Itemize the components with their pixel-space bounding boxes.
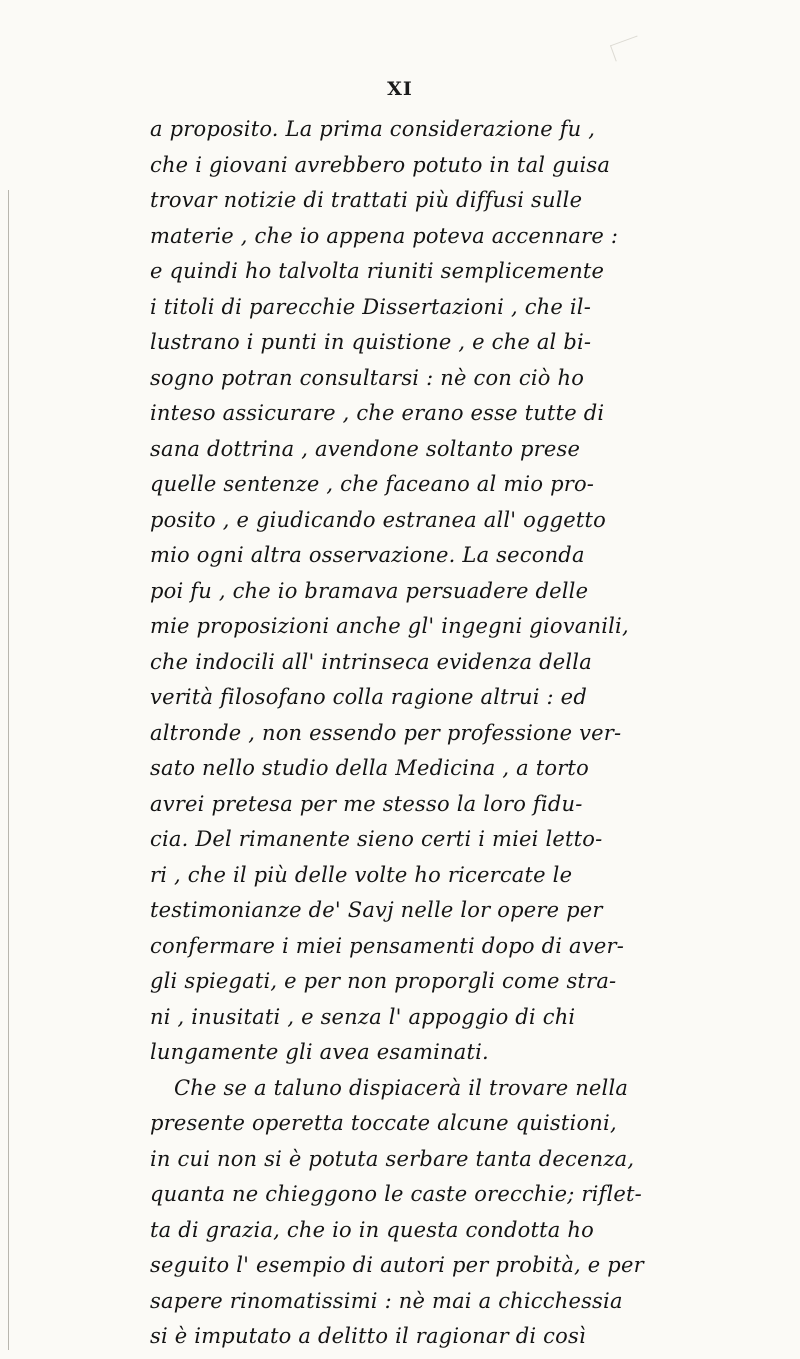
text-line: testimonianze de' Savj nelle lor opere per [150,898,603,922]
text-line: ri , che il più delle volte ho ricercate le [150,862,573,887]
text-line: che indocili all' intrinseca evidenza della [150,649,592,674]
text-line: sato nello studio della Medicina , a torto [150,756,589,780]
text-line: a proposito. La prima considerazione fu , [150,117,596,141]
text-line: avrei pretesa per me stesso la loro fidu- [150,791,583,816]
text-line: ni , inusitati , e senza l' appoggio di chi [150,1004,576,1029]
page-number: XI [387,78,413,100]
text-line: gli spiegati, e per non proporgli come stra- [150,969,617,993]
body-text [150,112,670,1355]
text-line: altronde , non essendo per professione ver- [150,720,622,745]
text-line: in cui non si è potuta serbare tanta decenza, [150,1146,635,1171]
text-line: confermare i miei pensamenti dopo di aver- [150,933,624,958]
text-line: materie , che io appena poteva accennare : [150,223,619,248]
text-line: verità filosofano colla ragione altrui : ed [150,685,587,709]
text-line-paragraph-start: Che se a taluno dispiacerà il trovare nella [174,1075,629,1100]
text-line: i titoli di parecchie Dissertazioni , che il- [150,294,592,319]
text-line: lungamente gli avea esaminati. [150,1040,489,1064]
text-line: inteso assicurare , che erano esse tutte di [150,401,605,425]
text-line: seguito l' esempio di autori per probità, e per [150,1253,644,1277]
text-line: che i giovani avrebbero potuto in tal guisa [150,152,611,177]
text-line: presente operetta toccate alcune quistioni, [150,1111,617,1135]
text-line: posito , e giudicando estranea all' oggetto [150,507,607,532]
text-line: sapere rinomatissimi : nè mai a chicchessia [150,1288,623,1313]
text-line: sana dottrina , avendone soltanto prese [150,436,581,461]
text-line: quanta ne chieggono le caste orecchie; riflet- [150,1182,642,1206]
text-line: mie proposizioni anche gl' ingegni giovanili, [150,614,629,638]
text-line: trovar notizie di trattati più diffusi sulle [150,188,583,212]
text-line: e quindi ho talvolta riuniti semplicemente [150,259,605,283]
text-line: cia. Del rimanente sieno certi i miei letto- [150,827,603,851]
text-line: ta di grazia, che io in questa condotta ho [150,1217,594,1242]
text-line: lustrano i punti in quistione , e che al bi- [150,330,592,354]
paper-crease-mark [610,36,643,62]
page-edge-shadow [8,190,9,1350]
text-line: sogno potran consultarsi : nè con ciò ho [150,365,585,390]
text-line: si è imputato a delitto il ragionar di così [150,1324,586,1348]
text-line: quelle sentenze , che faceano al mio pro- [150,472,595,496]
text-line: poi fu , che io bramava persuadere delle [150,578,589,603]
text-line: mio ogni altra osservazione. La seconda [150,543,585,567]
